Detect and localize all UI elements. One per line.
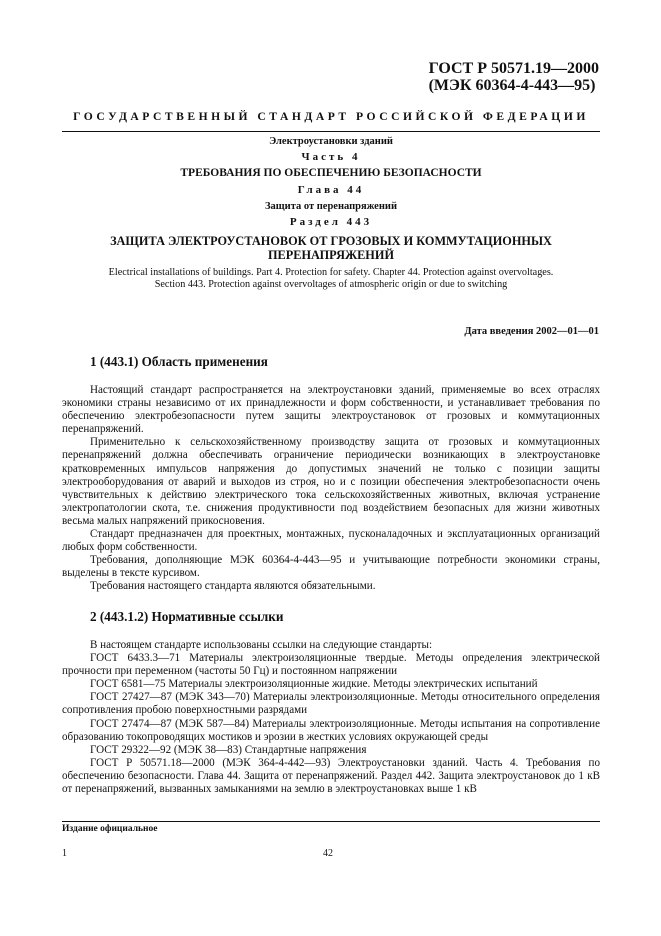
reference-item: ГОСТ 27474—87 (МЭК 587—84) Материалы электроизоляционные. Методы испытания на сопротивление образованию токопроводящих мостиков и эрозии в жестких условиях окружающей среды <box>62 717 600 743</box>
paragraph: Требования, дополняющие МЭК 60364-4-443—95 и учитывающие потребности экономики страны, выделены в тексте курсивом. <box>62 554 600 580</box>
english-title-line2: Section 443. Protection against overvoltages of atmospheric origin or due to switching <box>154 279 508 291</box>
paragraph: В настоящем стандарте использованы ссылки на следующие стандарты: <box>90 639 433 651</box>
title-divider <box>62 131 600 132</box>
reference-item: ГОСТ 29322—92 (МЭК 38—83) Стандартные напряжения <box>90 743 367 756</box>
standard-header <box>429 60 599 94</box>
section2-body <box>62 639 600 796</box>
page-number: 42 <box>323 848 333 859</box>
section-title <box>62 235 600 262</box>
footer-divider <box>62 821 600 822</box>
federation-title: ГОСУДАРСТВЕННЫЙ СТАНДАРТ РОССИЙСКОЙ ФЕДЕРАЦИИ <box>73 110 589 123</box>
english-title <box>62 267 600 291</box>
chapter-label: Глава 44 <box>297 184 365 196</box>
section1-heading: 1 (443.1) Область применения <box>90 354 268 369</box>
reference-item: ГОСТ 6433.3—71 Материалы электроизоляционные твердые. Методы определения электрической прочности при переменном (частоты 50 Гц) и постоянном напряжении <box>62 652 600 678</box>
reference-item: ГОСТ 6581—75 Материалы электроизоляционные жидкие. Методы электрических испытаний <box>90 678 538 691</box>
section1-body <box>62 384 600 594</box>
part-label: Часть 4 <box>301 151 361 163</box>
section-label: Раздел 443 <box>289 216 373 228</box>
paragraph: Стандарт предназначен для проектных, монтажных, пусконаладочных и эксплуатационных организаций любых форм собственности. <box>62 528 600 554</box>
section-title-line2: ПЕРЕНАПРЯЖЕНИЙ <box>267 247 395 262</box>
gost-number: ГОСТ Р 50571.19—2000 <box>428 60 599 77</box>
edition-label: Издание официальное <box>62 824 158 834</box>
english-title-line1: Electrical installations of buildings. Part 4. Protection for safety. Chapter 44. Protection against overvoltages. <box>108 267 554 278</box>
paragraph: Требования настоящего стандарта являются обязательными. <box>90 580 376 593</box>
chapter-title: Защита от перенапряжений <box>265 201 397 212</box>
iec-number: (МЭК 60364-4-443—95) <box>428 77 596 94</box>
section2-heading: 2 (443.1.2) Нормативные ссылки <box>90 609 284 624</box>
reference-item: ГОСТ 27427—87 (МЭК 343—70) Материалы электроизоляционные. Методы относительного определения сопротивления пробою поверхностными разрядами <box>62 691 600 717</box>
intro-date: Дата введения 2002—01—01 <box>464 326 599 337</box>
reference-item: ГОСТ Р 50571.18—2000 (МЭК 364-4-442—93) Электроустановки зданий. Часть 4. Требования по обеспечению безопасности. Глава 44. Защита от перенапряжений. Раздел 442. Защита электроустановок до 1 кВ от перенапряжений, вызванных замыканиями на землю в электроустановках выше 1 кВ <box>62 756 600 796</box>
paragraph: Настоящий стандарт распространяется на электроустановки зданий, применяемые во всех отраслях экономики страны независимо от их принадлежности и форм собственности, и устанавливает требования по обеспечению электробезопасности путем защиты электроустановок от грозовых и коммутационных перенапряжений. <box>62 384 600 436</box>
left-mark: 1 <box>62 848 67 859</box>
part-title: ТРЕБОВАНИЯ ПО ОБЕСПЕЧЕНИЮ БЕЗОПАСНОСТИ <box>180 167 482 179</box>
paragraph: Применительно к сельскохозяйственному производству защита от грозовых и коммутационных перенапряжений должна обеспечивать ограничение периодически возникающих в электроустановке кратковременных импульсов напряжения до допустимых значений не только с позиции защиты электрооборудования от аварий и выходов из строя, но и с позиции обеспечения электробезопасности очень чувствительных к действию электрического тока сельскохозяйственных животных, включая устранение электропатологии скота, т.е. снижения продуктивности под воздействием безопасных для жизни животных весьма малых напряжений прикосновения. <box>62 436 600 527</box>
title-line1: Электроустановки зданий <box>269 136 393 147</box>
section-title-line1: ЗАЩИТА ЭЛЕКТРОУСТАНОВОК ОТ ГРОЗОВЫХ И КОММУТАЦИОННЫХ <box>110 234 552 248</box>
